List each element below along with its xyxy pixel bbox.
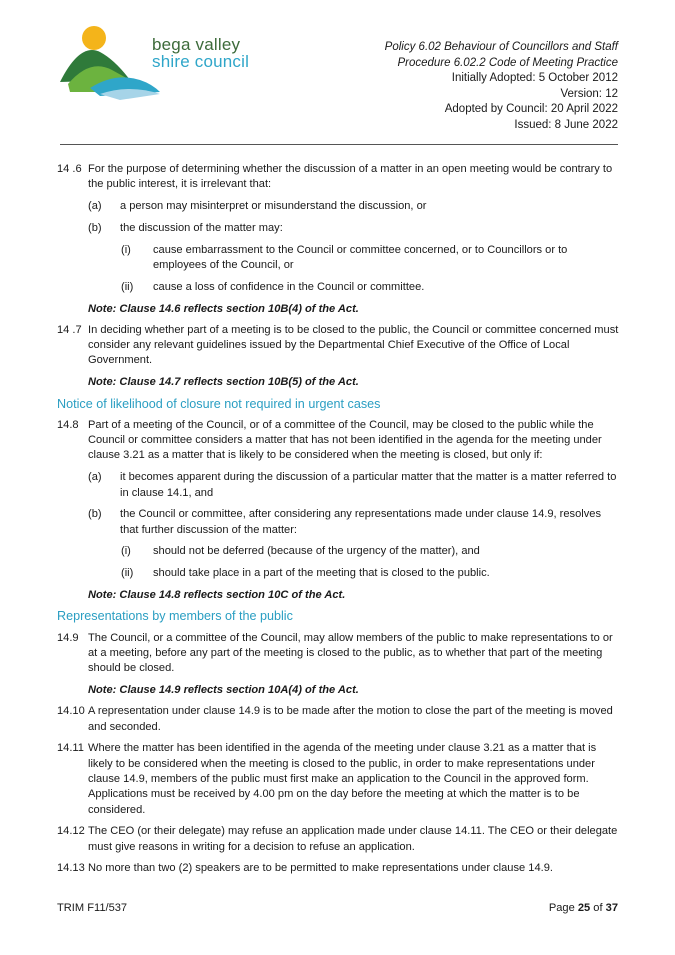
clause-14-8-b-i [57,544,622,559]
clause-14-6-b-ii [57,280,622,295]
item-label: (i) [121,545,131,558]
item-text: the discussion of the matter may: [120,221,283,234]
council-logo [60,22,285,102]
logo-text-line2: shire council [152,52,250,71]
page-total: 37 [605,902,618,914]
logo-text-line1: bega valley [152,35,241,54]
item-label: (i) [121,243,131,256]
clause-text: For the purpose of determining whether the discussion of a matter in an open meeting would be contrary to the public interest, it is irrelevant that: [88,163,613,191]
item-text: cause embarrassment to the Council or committee concerned, or to Councillors or to employees of the Council, or [153,243,568,271]
page-number [549,902,618,914]
clause-text: The CEO (or their delegate) may refuse an application made under clause 14.11. The CEO or their delegate must give reasons in writing for a decision to refuse an application. [88,825,618,853]
clause-number: 14.13 [57,862,85,875]
policy-title: Policy 6.02 Behaviour of Councillors and Staff [384,41,618,53]
section-heading-urgent: Notice of likelihood of closure not required in urgent cases [57,396,381,411]
clause-text: In deciding whether part of a meeting is to be closed to the public, the Council or committee concerned must consider any relevant guidelines issued by the Departmental Chief Executive of the Office of Local Government. [88,323,619,367]
clause-number: 14.12 [57,825,85,838]
clause-14-9 [57,631,622,677]
clause-14-6 [57,162,622,193]
clause-14-6-b [57,221,622,236]
item-label: (b) [88,508,102,521]
item-text: should take place in a part of the meeting that is closed to the public. [153,567,490,580]
note-14-8: Note: Clause 14.8 reflects section 10C of the Act. [88,589,346,602]
clause-14-8-b-ii [57,566,622,581]
section-heading-representations: Representations by members of the public [57,609,293,624]
item-label: (ii) [121,280,134,293]
clause-14-13 [57,861,622,876]
item-label: (a) [88,471,102,484]
clause-14-8-a [57,470,622,501]
trim-reference: TRIM F11/537 [57,902,128,914]
clause-14-12 [57,824,622,855]
clause-number: 14.11 [57,742,84,755]
header-divider [60,144,618,145]
clause-14-11 [57,741,622,817]
clause-text: No more than two (2) speakers are to be permitted to make representations under clause 14.9. [88,862,553,875]
page-current: 25 [577,902,591,914]
clause-14-10 [57,704,622,735]
page-of: of [593,902,603,914]
note-14-9: Note: Clause 14.9 reflects section 10A(4) of the Act. [88,684,359,697]
clause-number: 14 .7 [57,323,82,336]
page-label: Page [548,902,575,914]
item-text: should not be deferred (because of the urgency of the matter), and [153,545,480,558]
clause-14-6-b-i [57,243,622,274]
item-text: a person may misinterpret or misunderstand the discussion, or [120,200,427,213]
clause-text: The Council, or a committee of the Council, may allow members of the public to make representations to or at a meeting, before any part of the meeting is closed to the public, as to whether that part of the meeting should be closed. [88,631,613,675]
clause-number: 14.8 [57,418,79,431]
item-text: the Council or committee, after considering any representations made under clause 14.9, resolves that further discussion of the matter: [120,508,601,536]
note-14-7: Note: Clause 14.7 reflects section 10B(5) of the Act. [88,376,359,389]
item-label: (b) [88,221,102,234]
clause-number: 14.9 [57,631,79,644]
adopted-by-council: Adopted by Council: 20 April 2022 [444,103,618,116]
item-label: (ii) [121,567,134,580]
initially-adopted: Initially Adopted: 5 October 2012 [451,72,618,85]
document-meta [385,40,618,134]
clause-14-6-a [57,199,622,214]
clause-text: Where the matter has been identified in the agenda of the meeting under clause 3.21 as a matter that is likely to be considered when the meeting is closed to the public, in order to make representations under clause 14.9, members of the public must first make an application to the Council in the approved form. Applications must be received by 4.00 pm on the day before the meeting at which the matter is to be considered. [88,742,597,816]
note-14-6: Note: Clause 14.6 reflects section 10B(4) of the Act. [88,302,359,315]
item-label: (a) [88,200,102,213]
clause-text: Part of a meeting of the Council, or of a committee of the Council, may be closed to the public while the Council or committee considers a matter that has not been identified in the agenda for the meeting under clause 3.21 as a matter that is likely to be considered when the meeting is closed, but only if: [88,418,602,462]
issued-date: Issued: 8 June 2022 [514,118,618,131]
clause-14-8-b [57,507,622,538]
document-body [57,162,622,883]
clause-text: A representation under clause 14.9 is to be made after the motion to close the part of the meeting is moved and seconded. [88,705,613,733]
hills-sun-icon [60,22,160,102]
procedure-title: Procedure 6.02.2 Code of Meeting Practice [397,56,618,69]
item-text: it becomes apparent during the discussion of a particular matter that the matter is a matter referred to in clause 14.1, and [120,471,617,499]
clause-14-8 [57,418,622,464]
item-text: cause a loss of confidence in the Council or committee. [153,280,425,293]
clause-14-7 [57,323,622,369]
clause-number: 14.10 [57,705,85,718]
version: Version: 12 [560,87,618,100]
clause-number: 14 .6 [57,163,82,175]
